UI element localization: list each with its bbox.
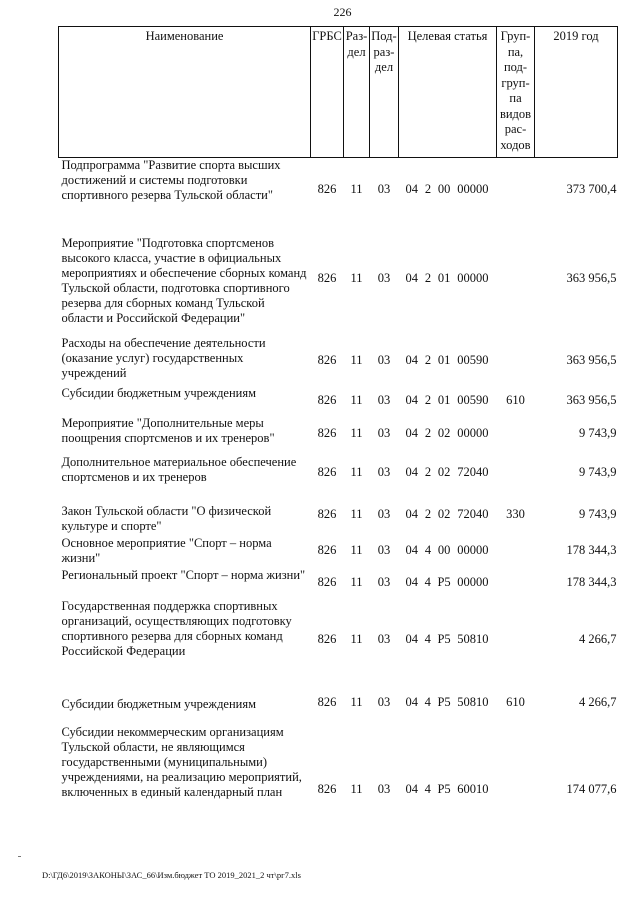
celevaya-statya-code [401,465,495,480]
table-row [59,599,618,681]
sum-2019-cell: 9 743,9 [579,425,617,440]
celevaya-statya-cell [399,681,497,725]
grbs-cell: 826 [317,632,337,646]
celevaya-statya-cell [399,451,497,495]
podrazdel-cell: 03 [377,425,391,440]
table-row [59,535,618,567]
code-part-cs1: 04 [405,271,418,285]
code-part-cs3: 02 [437,465,451,479]
code-part-cs3: 02 [437,425,451,440]
grbs-cell: 826 [317,353,337,367]
row-name: Субсидии некоммерческим организациям Тульской области, не являющимся государственными (муниципальными) учреждениями, на реализацию мероприятий, включенных в единый календарный план [61,724,302,799]
vid-rashodov-cell [497,567,535,599]
code-part-cs3: 02 [437,507,451,521]
celevaya-statya-code [401,543,495,558]
code-part-cs1: 04 [405,543,418,557]
sum-2019-cell: 178 344,3 [566,543,617,557]
sum-2019-cell: 363 956,5 [566,393,617,407]
code-part-cs4: 60010 [457,782,489,796]
code-part-cs4: 72040 [457,465,489,479]
celevaya-statya-code [401,353,495,368]
code-part-cs4: 00000 [457,425,489,440]
grbs-cell: 826 [317,543,337,557]
code-part-cs3: 01 [437,393,451,407]
sum-2019-cell: 9 743,9 [579,465,617,479]
code-part-cs2: 4 [424,632,431,646]
code-part-cs2: 2 [424,182,432,197]
code-part-cs4: 00590 [457,393,489,407]
sum-2019-cell: 4 266,7 [579,632,617,646]
code-part-cs3: 01 [437,353,451,367]
podrazdel-cell: 03 [377,182,391,197]
table-row [59,725,618,855]
celevaya-statya-code [401,182,495,197]
table-row [59,386,618,416]
celevaya-statya-code [401,271,495,286]
code-part-cs4: 00000 [457,182,489,197]
podrazdel-cell: 03 [377,575,391,589]
grbs-cell: 826 [317,575,337,589]
razdel-cell: 11 [350,271,363,285]
code-part-cs2: 2 [424,425,432,440]
table-row [59,222,618,336]
code-part-cs3: P5 [437,632,451,646]
table-row [59,495,618,535]
celevaya-statya-code [401,695,495,710]
row-name: Основное мероприятие "Спорт – норма жизни" [61,535,272,565]
grbs-cell: 826 [317,271,337,285]
row-name: Региональный проект "Спорт – норма жизни" [61,567,306,582]
razdel-cell: 11 [350,465,363,479]
code-part-cs4: 50810 [457,695,489,709]
podrazdel-cell: 03 [377,695,391,709]
grbs-cell: 826 [317,695,337,709]
code-part-cs3: 00 [437,182,451,197]
razdel-cell: 11 [350,182,363,197]
header-celevaya-statya: Целевая статья [399,27,497,158]
code-part-cs2: 2 [424,353,432,367]
header-gruppa-vidov-rashodov: Груп- па, под- груп- па видов рас- ходов [497,27,535,158]
header-grbs: ГРБС [311,27,344,158]
code-part-cs1: 04 [405,353,418,367]
celevaya-statya-code [401,426,495,441]
code-part-cs4: 50810 [457,632,489,646]
row-name: Подпрограмма "Развитие спорта высших достижений и системы подготовки спортивного резерва Тульской области" [61,158,281,202]
row-name: Расходы на обеспечение деятельности (оказание услуг) государственных учреждений [61,335,266,380]
razdel-cell: 11 [350,632,363,646]
grbs-cell: 826 [317,182,337,197]
scan-mark [18,856,21,857]
vid-rashodov-cell: 610 [506,393,525,407]
podrazdel-cell: 03 [377,543,391,557]
code-part-cs4: 72040 [457,507,489,521]
sum-2019-cell: 363 956,5 [566,353,617,367]
podrazdel-cell: 03 [377,782,391,796]
header-razdel: Раз- дел [344,27,370,158]
celevaya-statya-code [401,575,495,590]
vid-rashodov-cell [497,336,535,386]
sum-2019-cell: 9 743,9 [579,507,617,521]
code-part-cs2: 2 [424,393,432,407]
vid-rashodov-cell [497,599,535,681]
row-name: Субсидии бюджетным учреждениям [61,696,257,711]
celevaya-statya-cell [399,386,497,416]
razdel-cell: 11 [350,425,363,440]
grbs-cell: 826 [317,393,337,407]
vid-rashodov-cell: 610 [506,695,525,709]
podrazdel-cell: 03 [377,507,391,521]
vid-rashodov-cell: 330 [506,507,525,521]
code-part-cs4: 00000 [457,271,489,285]
row-name: Субсидии бюджетным учреждениям [61,385,257,400]
table-row [59,336,618,386]
header-name: Наименование [59,27,311,158]
code-part-cs2: 4 [424,695,431,709]
header-podrazdel: Под- раз- дел [370,27,399,158]
table-row [59,416,618,451]
grbs-cell: 826 [317,465,337,479]
code-part-cs1: 04 [405,465,418,479]
table-row [59,158,618,222]
code-part-cs4: 00000 [457,543,489,557]
razdel-cell: 11 [350,695,363,709]
code-part-cs3: 00 [437,543,451,557]
vid-rashodov-cell [497,158,535,222]
code-part-cs2: 4 [424,575,431,589]
code-part-cs1: 04 [405,632,418,646]
code-part-cs2: 2 [424,271,432,285]
code-part-cs2: 4 [424,543,432,557]
code-part-cs2: 4 [424,782,431,796]
grbs-cell: 826 [317,782,337,796]
celevaya-statya-cell [399,567,497,599]
code-part-cs1: 04 [405,425,418,440]
code-part-cs1: 04 [405,507,418,521]
sum-2019-cell: 174 077,6 [566,782,617,796]
sum-2019-cell: 363 956,5 [566,271,617,285]
row-name: Закон Тульской области "О физической культуре и спорте" [61,503,272,533]
sum-2019-cell: 178 344,3 [566,575,617,589]
razdel-cell: 11 [350,575,363,589]
code-part-cs1: 04 [405,782,418,796]
celevaya-statya-code [401,393,495,408]
budget-table [58,26,618,855]
row-name: Мероприятие "Дополнительные меры поощрения спортсменов и их тренеров" [61,415,275,445]
row-name: Дополнительное материальное обеспечение спортсменов и их тренеров [61,454,297,484]
code-part-cs3: P5 [437,695,451,709]
code-part-cs3: P5 [437,782,451,796]
sum-2019-cell: 373 700,4 [566,182,617,197]
header-year-2019: 2019 год [535,27,618,158]
razdel-cell: 11 [350,507,363,521]
podrazdel-cell: 03 [377,271,391,285]
celevaya-statya-code [401,782,495,797]
table-row [59,681,618,725]
celevaya-statya-code [401,632,495,647]
celevaya-statya-cell [399,599,497,681]
vid-rashodov-cell [497,725,535,855]
code-part-cs2: 2 [424,465,432,479]
vid-rashodov-cell [497,222,535,336]
code-part-cs3: 01 [437,271,451,285]
table-row [59,567,618,599]
razdel-cell: 11 [350,782,363,796]
razdel-cell: 11 [350,393,363,407]
celevaya-statya-cell [399,725,497,855]
code-part-cs4: 00000 [457,575,489,589]
code-part-cs1: 04 [405,182,418,197]
podrazdel-cell: 03 [377,353,391,367]
celevaya-statya-code [401,507,495,522]
razdel-cell: 11 [350,353,363,367]
podrazdel-cell: 03 [377,632,391,646]
celevaya-statya-cell [399,336,497,386]
file-path-footer: D:\ГД6\2019\ЗАКОНЫ\ЗАС_66\Изм.бюджет ТО 2019_2021_2 чт\рг7.xls [42,870,301,880]
code-part-cs2: 2 [424,507,432,521]
grbs-cell: 826 [317,425,337,440]
celevaya-statya-cell [399,416,497,451]
vid-rashodov-cell [497,535,535,567]
grbs-cell: 826 [317,507,337,521]
table-header-row [59,27,618,158]
razdel-cell: 11 [350,543,363,557]
page-number: 226 [333,5,352,19]
vid-rashodov-cell [497,451,535,495]
row-name: Государственная поддержка спортивных организаций, осуществляющих подготовку спортивного резерва для сборных команд Российской Федерации [61,598,292,658]
row-name: Мероприятие "Подготовка спортсменов высокого класса, участие в официальных мероприятиях и обеспечение сборных команд Тульской области, подготовка спортивного резерва для сборных команд Тульской области и Российской Федерации" [61,235,307,325]
table-row [59,451,618,495]
celevaya-statya-cell [399,222,497,336]
celevaya-statya-cell [399,535,497,567]
podrazdel-cell: 03 [377,393,391,407]
code-part-cs1: 04 [405,695,418,709]
celevaya-statya-cell [399,158,497,222]
vid-rashodov-cell [497,416,535,451]
sum-2019-cell: 4 266,7 [579,695,617,709]
code-part-cs1: 04 [405,393,418,407]
celevaya-statya-cell [399,495,497,535]
podrazdel-cell: 03 [377,465,391,479]
code-part-cs3: P5 [437,575,451,589]
code-part-cs1: 04 [405,575,418,589]
code-part-cs4: 00590 [457,353,489,367]
